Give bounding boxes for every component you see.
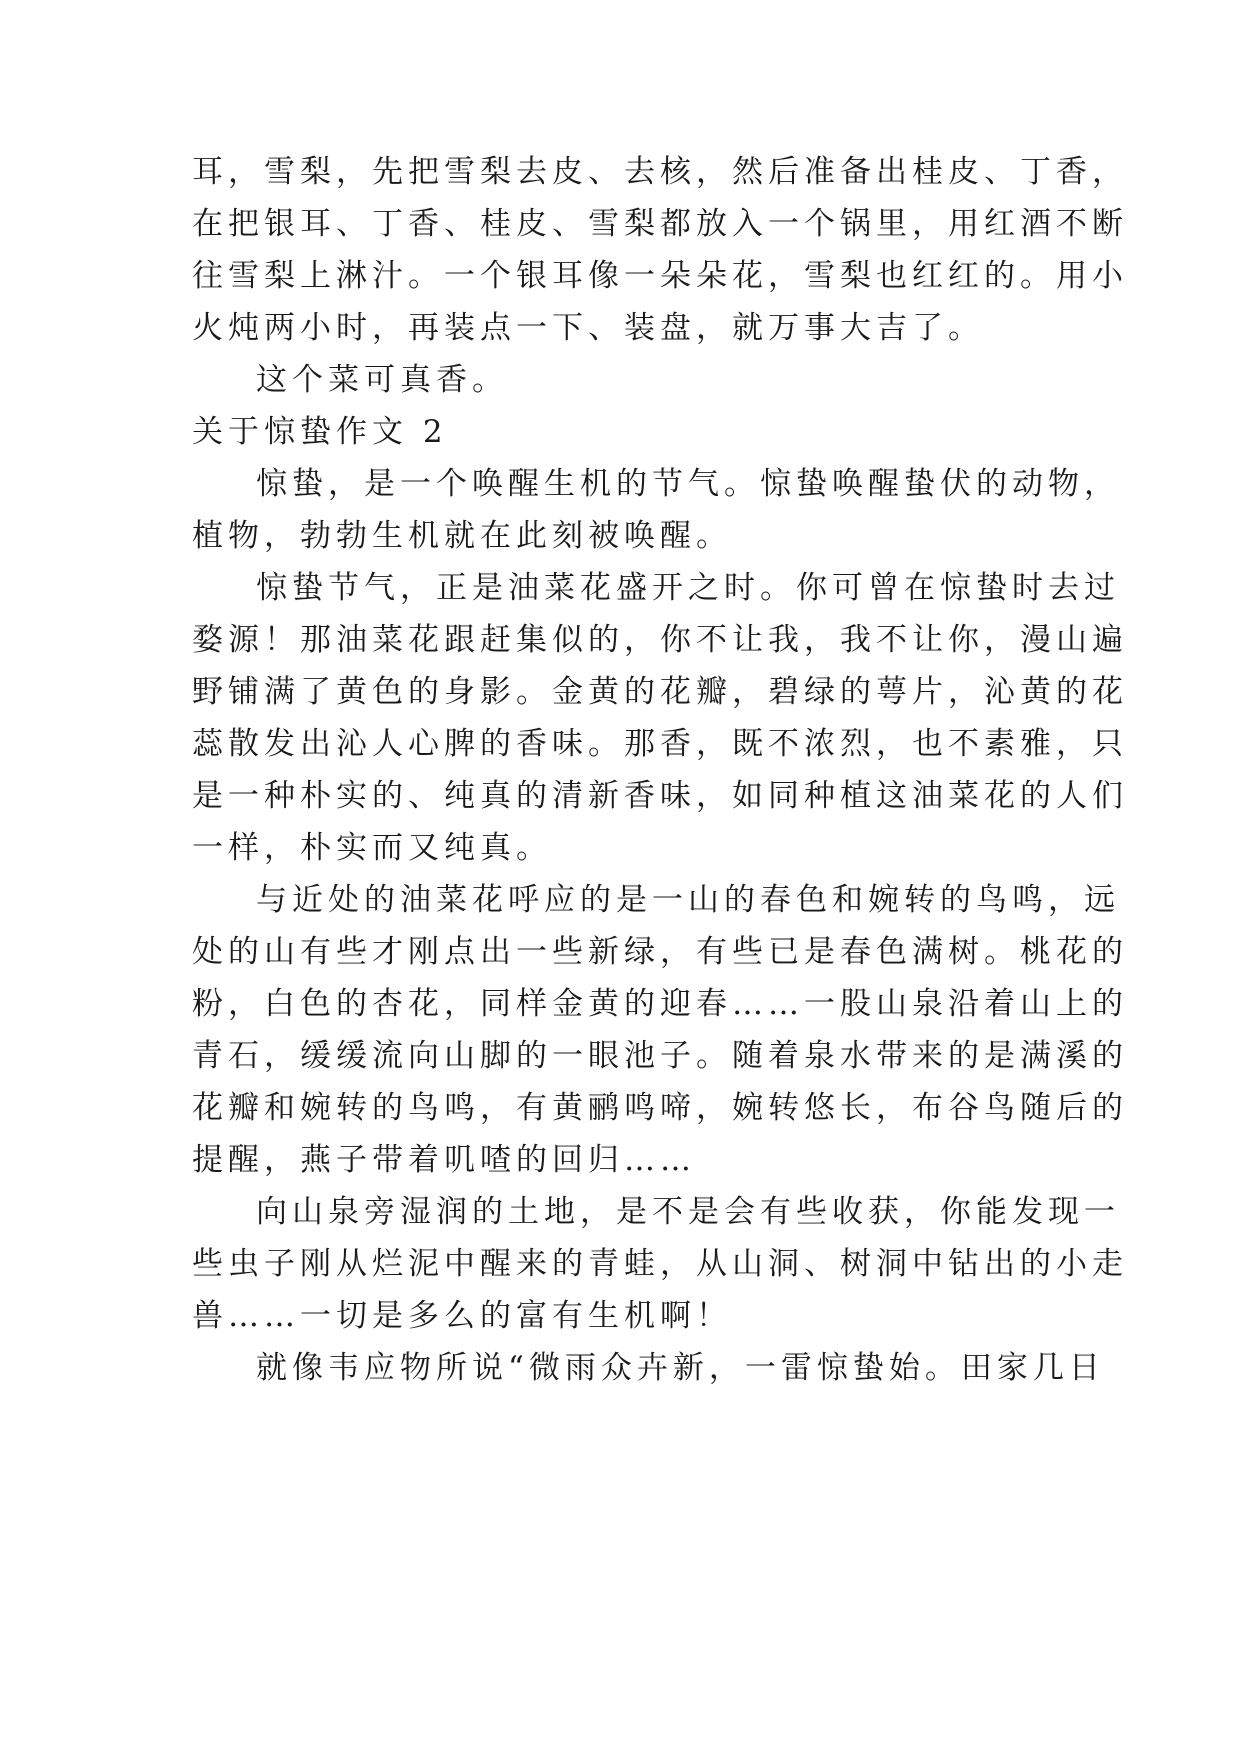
- paragraph-5-line-1: 与近处的油菜花呼应的是一山的春色和婉转的鸟鸣，远: [256, 882, 1120, 918]
- paragraph-4-line-2: 婺源！那油菜花跟赶集似的，你不让我，我不让你，漫山遍: [192, 622, 1128, 658]
- paragraph-5-line-5: 花瓣和婉转的鸟鸣，有黄鹂鸣啼，婉转悠长，布谷鸟随后的: [192, 1090, 1128, 1126]
- paragraph-3-line-2: 植物，勃勃生机就在此刻被唤醒。: [192, 518, 732, 554]
- section-heading: 关于惊蛰作文 2: [192, 414, 448, 450]
- paragraph-4-line-1: 惊蛰节气，正是油菜花盛开之时。你可曾在惊蛰时去过: [256, 570, 1120, 606]
- paragraph-7-line-1: 就像韦应物所说“微雨众卉新，一雷惊蛰始。田家几日: [256, 1350, 1105, 1386]
- paragraph-4-line-4: 蕊散发出沁人心脾的香味。那香，既不浓烈，也不素雅，只: [192, 726, 1128, 762]
- paragraph-5-line-4: 青石，缓缓流向山脚的一眼池子。随着泉水带来的是满溪的: [192, 1038, 1128, 1074]
- paragraph-5-line-3: 粉，白色的杏花，同样金黄的迎春……一股山泉沿着山上的: [192, 986, 1128, 1022]
- paragraph-5-line-6: 提醒，燕子带着叽喳的回归……: [192, 1142, 696, 1178]
- paragraph-4-line-5: 是一种朴实的、纯真的清新香味，如同种植这油菜花的人们: [192, 778, 1128, 814]
- paragraph-5-line-2: 处的山有些才刚点出一些新绿，有些已是春色满树。桃花的: [192, 934, 1128, 970]
- paragraph-1-line-1: 耳，雪梨，先把雪梨去皮、去核，然后准备出桂皮、丁香，: [192, 154, 1128, 190]
- paragraph-1-line-2: 在把银耳、丁香、桂皮、雪梨都放入一个锅里，用红酒不断: [192, 206, 1128, 242]
- paragraph-2-line-1: 这个菜可真香。: [256, 362, 508, 398]
- paragraph-6-line-3: 兽……一切是多么的富有生机啊！: [192, 1298, 732, 1334]
- paragraph-3-line-1: 惊蛰，是一个唤醒生机的节气。惊蛰唤醒蛰伏的动物，: [256, 466, 1120, 502]
- paragraph-6-line-1: 向山泉旁湿润的土地，是不是会有些收获，你能发现一: [256, 1194, 1120, 1230]
- paragraph-4-line-3: 野铺满了黄色的身影。金黄的花瓣，碧绿的萼片，沁黄的花: [192, 674, 1128, 710]
- paragraph-6-line-2: 些虫子刚从烂泥中醒来的青蛙，从山洞、树洞中钻出的小走: [192, 1246, 1128, 1282]
- paragraph-1-line-3: 往雪梨上淋汁。一个银耳像一朵朵花，雪梨也红红的。用小: [192, 258, 1128, 294]
- paragraph-1-line-4: 火炖两小时，再装点一下、装盘，就万事大吉了。: [192, 310, 984, 346]
- paragraph-4-line-6: 一样，朴实而又纯真。: [192, 830, 552, 866]
